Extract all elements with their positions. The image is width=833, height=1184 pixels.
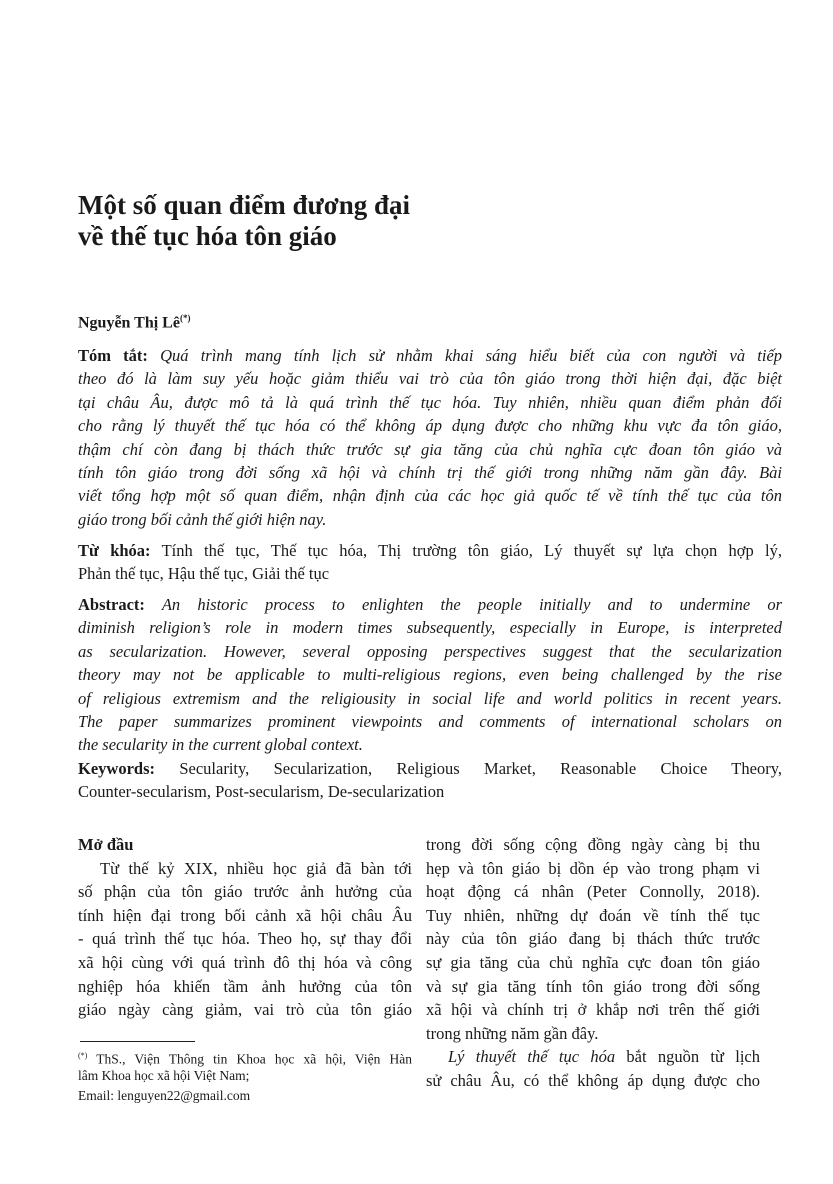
body-line: và sự gia tăng tính tôn giáo trong đời sống xyxy=(426,976,760,996)
body-line: này của tôn giáo đang bị thách thức trước xyxy=(426,929,760,949)
section-label: Abstract: xyxy=(78,595,145,614)
text-line xyxy=(78,344,782,367)
line-text: giáo trong bối cảnh thế giới hiện nay. xyxy=(78,509,327,529)
line-text: theo đó là làm suy yếu hoặc giảm thiểu vai trò của tôn giáo trong thời hiện đại, đặc biệt xyxy=(78,369,782,389)
line-text: as secularization. However, several opposing perspectives suggest that the secularization xyxy=(78,641,782,661)
section-label: Tóm tắt: xyxy=(78,346,148,365)
article-title xyxy=(78,190,410,252)
title-line: Một số quan điểm đương đại xyxy=(78,190,410,220)
english-abstract xyxy=(78,593,782,757)
body-line: tính hiện đại trong bối cảnh xã hội châu Âu xyxy=(78,905,412,925)
section-heading: Mở đầu xyxy=(78,835,134,854)
body-line xyxy=(426,1045,760,1069)
text-line xyxy=(78,484,782,507)
line-text: Counter-secularism, Post-secularism, De-secularization xyxy=(78,782,445,802)
line-text: Phản thế tục, Hậu thế tục, Giải thế tục xyxy=(78,564,330,584)
line-text: tính tôn giáo trong đời sống xã hội và chính trị thế giới trong những năm gần đây. Bài xyxy=(78,462,782,482)
text-line xyxy=(78,733,782,756)
line-text: The paper summarizes prominent viewpoints and comments of international scholars on xyxy=(78,711,782,731)
line-text: tại châu Âu, được mô tả là quá trình thế tục hóa. Tuy nhiên, nhiều quan điểm phản đối xyxy=(78,392,782,412)
text-line xyxy=(78,461,782,484)
body-line: hoạt động cá nhân (Peter Connolly, 2018). xyxy=(426,882,760,902)
footnote xyxy=(78,1046,412,1106)
body-line: sự gia tăng của chủ nghĩa cực đoan tôn giáo xyxy=(426,952,760,972)
left-column xyxy=(78,833,412,1022)
text-line xyxy=(78,367,782,390)
text-line xyxy=(78,757,782,780)
text-line xyxy=(78,508,782,531)
footnote-line: Email: lenguyen22@gmail.com xyxy=(78,1088,251,1103)
footnote-text: ThS., Viện Thông tin Khoa học xã hội, Viện Hàn xyxy=(87,1051,412,1067)
text-line xyxy=(78,640,782,663)
text-line xyxy=(78,710,782,733)
author-footnote-mark: (*) xyxy=(179,313,191,323)
vietnamese-keywords xyxy=(78,539,782,586)
vietnamese-summary xyxy=(78,344,782,531)
line-text: the secularity in the current global context. xyxy=(78,735,363,755)
line-text: thậm chí còn đang bị thách thức trước sự gia tăng của chủ nghĩa cực đoan tôn giáo và xyxy=(78,439,782,459)
english-keywords xyxy=(78,757,782,804)
body-line: giáo ngày càng giảm, vai trò của tôn giáo xyxy=(78,1000,412,1020)
italic-term: Lý thuyết thế tục hóa xyxy=(448,1047,616,1067)
text-line xyxy=(78,593,782,616)
text-line xyxy=(78,616,782,639)
body-line: - quá trình thế tục hóa. Theo họ, sự thay đổi xyxy=(78,929,412,949)
body-line: nghiệp hóa khiến tầm ảnh hưởng của tôn xyxy=(78,976,412,996)
footnote-divider xyxy=(80,1041,195,1042)
body-line: sử châu Âu, có thể không áp dụng được cho xyxy=(426,1070,760,1090)
line-text: viết tổng hợp một số quan điểm, nhận định của các học giả quốc tế về tính thế tục của tôn xyxy=(78,486,782,506)
text-line xyxy=(78,539,782,562)
line-text: theory may not be applicable to multi-religious regions, even being challenged by the rise xyxy=(78,665,782,685)
line-text: cho rằng lý thuyết thế tục hóa có thể không áp dụng được cho những khu vực đa tôn giáo, xyxy=(78,416,782,436)
body-text: bắt nguồn từ lịch xyxy=(615,1047,760,1067)
body-line: Tuy nhiên, những dự đoán về tính thế tục xyxy=(426,905,760,925)
body-line: số phận của tôn giáo trước ảnh hưởng của xyxy=(78,882,412,902)
text-line xyxy=(78,562,782,585)
body-line: hẹp và tôn giáo bị dồn ép vào trong phạm vi xyxy=(426,858,760,878)
author xyxy=(78,313,190,332)
right-column xyxy=(426,833,760,1093)
footnote-line xyxy=(78,1046,412,1066)
title-line: về thế tục hóa tôn giáo xyxy=(78,221,337,251)
line-text: Tính thế tục, Thế tục hóa, Thị trường tôn giáo, Lý thuyết sự lựa chọn hợp lý, xyxy=(161,541,782,560)
text-line xyxy=(78,780,782,803)
text-line xyxy=(78,687,782,710)
text-line xyxy=(78,438,782,461)
text-line xyxy=(78,663,782,686)
body-line: xã hội và chính trị ở khắp nơi trên thế giới xyxy=(426,1000,760,1020)
body-line: trong những năm gần đây. xyxy=(426,1023,599,1043)
body-line: xã hội cùng với quá trình đô thị hóa và công xyxy=(78,952,412,972)
line-text: An historic process to enlighten the people initially and to undermine or xyxy=(161,595,783,614)
text-line xyxy=(78,414,782,437)
body-line: Từ thế kỷ XIX, nhiều học giả đã bàn tới xyxy=(100,858,412,878)
section-label: Từ khóa: xyxy=(78,541,151,560)
line-text: Quá trình mang tính lịch sử nhằm khai sáng hiểu biết của con người và tiếp xyxy=(160,346,783,365)
text-line xyxy=(78,391,782,414)
section-label: Keywords: xyxy=(78,759,155,778)
line-text: Secularity, Secularization, Religious Market, Reasonable Choice Theory, xyxy=(179,759,783,778)
footnote-line: lâm Khoa học xã hội Việt Nam; xyxy=(78,1068,250,1083)
line-text: of religious extremism and the religiousity in social life and world politics in recent years. xyxy=(78,688,782,708)
author-name: Nguyễn Thị Lê xyxy=(78,314,180,332)
footnote-mark: (*) xyxy=(78,1051,88,1060)
line-text: diminish religion’s role in modern times subsequently, especially in Europe, is interpreted xyxy=(78,618,782,638)
body-line: trong đời sống cộng đồng ngày càng bị thu xyxy=(426,835,760,854)
